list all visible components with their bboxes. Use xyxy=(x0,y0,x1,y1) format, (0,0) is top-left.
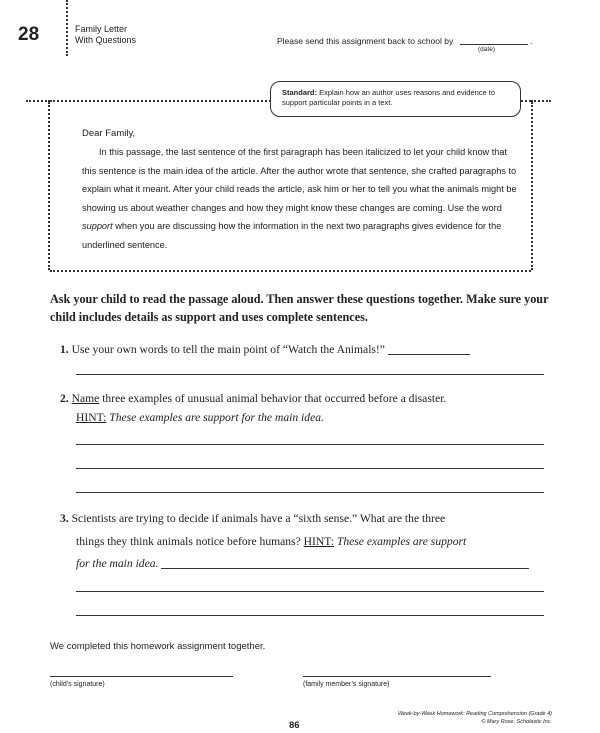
child-signature-line[interactable] xyxy=(50,676,233,677)
send-back-text: Please send this assignment back to school by xyxy=(277,36,454,46)
letter-box-tail-right xyxy=(531,100,551,102)
question-2-hint xyxy=(76,411,324,424)
letter-greeting: Dear Family, xyxy=(82,128,136,139)
question-3-answer-blank[interactable] xyxy=(161,568,529,569)
question-3 xyxy=(60,512,445,525)
question-3-line3-row xyxy=(76,557,529,570)
letter-box-right-border xyxy=(531,102,533,270)
question-1-answer-blank[interactable] xyxy=(388,354,470,355)
standard-label: Standard: xyxy=(282,88,318,97)
question-3-line2: things they think animals notice before humans? xyxy=(76,535,301,548)
footer-credits xyxy=(371,710,552,726)
instructions: Ask your child to read the passage aloud. Then answer these questions together. Make sure your child includes details as support and uses complete sentences. xyxy=(50,292,549,324)
completion-statement: We completed this homework assignment together. xyxy=(50,641,266,652)
lesson-title-line2: With Questions xyxy=(75,35,137,45)
family-signature-label: (family member’s signature) xyxy=(303,681,390,688)
lesson-title-line1: Family Letter xyxy=(75,24,128,34)
send-back-instruction xyxy=(277,36,532,46)
question-3-line2-row xyxy=(76,535,466,548)
question-3-line1: Scientists are trying to decide if animals have a “sixth sense.” What are the three xyxy=(71,512,446,525)
question-3-hint-label: HINT: xyxy=(303,535,334,548)
letter-box-tail-left xyxy=(26,100,50,102)
letter-emphasis: support xyxy=(82,221,113,231)
question-3-number: 3. xyxy=(60,512,69,525)
question-1 xyxy=(60,343,470,356)
question-2-hint-text: These examples are support for the main idea. xyxy=(106,411,324,424)
credit-line-1: Week-by-Week Homework: Reading Comprehension (Grade 4) xyxy=(397,711,552,717)
footer-page-number: 86 xyxy=(289,720,300,731)
question-2-answer-line-2[interactable] xyxy=(76,468,544,469)
due-date-field[interactable] xyxy=(460,44,528,45)
question-3-answer-line-1[interactable] xyxy=(76,591,544,592)
question-1-text: Use your own words to tell the main point of “Watch the Animals!” xyxy=(71,343,385,356)
question-2-number: 2. xyxy=(60,392,69,405)
question-2-answer-line-3[interactable] xyxy=(76,492,544,493)
letter-text-part2: when you are discussing how the information in the next two paragraphs gives evidence for the underlined sentence. xyxy=(82,221,502,250)
question-3-answer-line-2[interactable] xyxy=(76,615,544,616)
question-2-underlined: Name xyxy=(71,392,100,405)
letter-body xyxy=(82,143,522,254)
child-signature-label: (child’s signature) xyxy=(50,681,105,688)
question-2-hint-label: HINT: xyxy=(76,411,107,424)
question-2-answer-line-1[interactable] xyxy=(76,444,544,445)
standard-text: Explain how an author uses reasons and evidence to support particular points in a text. xyxy=(282,88,496,107)
page-number: 28 xyxy=(18,24,40,45)
question-2-text: three examples of unusual animal behavior that occurred before a disaster. xyxy=(99,392,447,405)
question-2 xyxy=(60,392,446,405)
send-back-period: . xyxy=(530,36,533,46)
question-3-hint-part1: These examples are support xyxy=(334,535,467,548)
lesson-title xyxy=(75,24,136,46)
standard-callout xyxy=(270,81,521,117)
family-signature-line[interactable] xyxy=(303,676,491,677)
question-3-hint-part2: for the main idea. xyxy=(76,557,159,570)
letter-text-part1: In this passage, the last sentence of the first paragraph has been italicized to let your child know that this sentence is the main idea of the article. After the author wrote that sentence, she crafted paragraphs to explain what it meant. After your child reads the article, ask him or her to tell you what the animals might be showing us about weather changes and how they might know these changes are coming. Use the word xyxy=(82,147,517,213)
question-1-number: 1. xyxy=(60,343,69,356)
header-divider xyxy=(66,0,68,56)
letter-box-left-border xyxy=(48,102,50,270)
date-label: (date) xyxy=(478,46,495,53)
question-1-answer-line[interactable] xyxy=(76,374,544,375)
credit-line-2: © Mary Rose, Scholastic Inc. xyxy=(481,719,552,725)
